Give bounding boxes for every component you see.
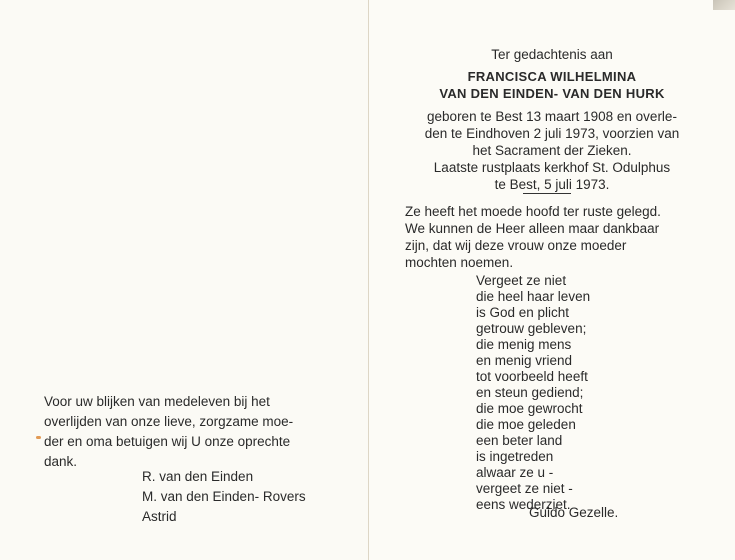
signature-line: M. van den Einden- Rovers bbox=[142, 489, 306, 504]
poem-line: die moe gewrocht bbox=[476, 401, 583, 416]
poem-line: die moe geleden bbox=[476, 417, 576, 432]
signature-line: Astrid bbox=[142, 509, 177, 524]
thanks-line: Voor uw blijken van medeleven bij het bbox=[44, 394, 270, 409]
poem-author: Guido Gezelle. bbox=[529, 505, 619, 520]
bio-line: het Sacrament der Zieken. bbox=[472, 143, 632, 158]
bio-line: geboren te Best 13 maart 1908 en overle- bbox=[427, 109, 677, 124]
deceased-name-line1: FRANCISCA WILHELMINA bbox=[467, 69, 637, 84]
poem-line: is God en plicht bbox=[476, 305, 570, 320]
poem-line: alwaar ze u - bbox=[476, 465, 554, 480]
divider-line bbox=[523, 193, 571, 194]
deceased-name-line2: VAN DEN EINDEN- VAN DEN HURK bbox=[439, 86, 665, 101]
thanks-line: dank. bbox=[44, 454, 78, 469]
poem-line: vergeet ze niet - bbox=[476, 481, 573, 496]
heading: Ter gedachtenis aan bbox=[491, 47, 613, 62]
thanks-line: overlijden van onze lieve, zorgzame moe- bbox=[44, 414, 294, 429]
bio-line: te Best, 5 juli 1973. bbox=[494, 177, 610, 192]
verse-line: mochten noemen. bbox=[405, 255, 514, 270]
verse-line: zijn, dat wij deze vrouw onze moeder bbox=[405, 238, 627, 253]
poem-line: die menig mens bbox=[476, 337, 572, 352]
poem-line: Vergeet ze niet bbox=[476, 273, 567, 288]
bio-line: Laatste rustplaats kerkhof St. Odulphus bbox=[433, 160, 671, 175]
verse-line: Ze heeft het moede hoofd ter ruste gelegd. bbox=[405, 204, 661, 219]
poem-line: die heel haar leven bbox=[476, 289, 591, 304]
signature-line: R. van den Einden bbox=[142, 469, 254, 484]
poem-line: is ingetreden bbox=[476, 449, 554, 464]
poem-line: en menig vriend bbox=[476, 353, 573, 368]
poem-line: tot voorbeeld heeft bbox=[476, 369, 588, 384]
poem-line: getrouw gebleven; bbox=[476, 321, 587, 336]
poem-line: een beter land bbox=[476, 433, 563, 448]
ink-smudge bbox=[36, 436, 41, 439]
poem-line: eens wederziet. bbox=[476, 497, 571, 512]
thanks-line: der en oma betuigen wij U onze oprechte bbox=[44, 434, 291, 449]
verse-line: We kunnen de Heer alleen maar dankbaar bbox=[405, 221, 660, 236]
torn-corner bbox=[713, 0, 735, 10]
poem-line: en steun gediend; bbox=[476, 385, 584, 400]
bio-line: den te Eindhoven 2 juli 1973, voorzien van bbox=[424, 126, 680, 141]
